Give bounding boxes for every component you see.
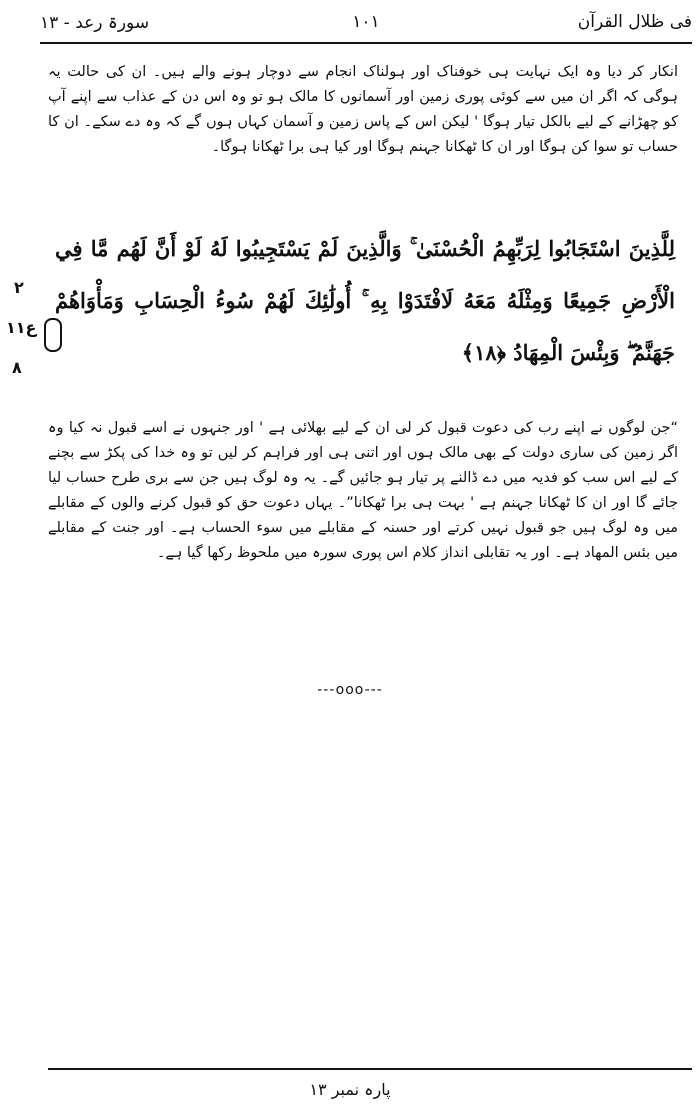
para-number: پارہ نمبر ۱۳ [309, 1080, 391, 1099]
quran-verse: لِلَّذِينَ اسْتَجَابُوا لِرَبِّهِمُ الْحُسْنَىٰ ۚ وَالَّذِينَ لَمْ يَسْتَجِيبُوا لَهُ لَوْ أَنَّ لَهُم مَّا فِي الْأَرْضِ جَمِيعًا وَمِثْلَهُ مَعَهُ لَافْتَدَوْا بِهِ ۚ أُولَٰئِكَ لَهُمْ سُوءُ الْحِسَابِ وَمَأْوَاهُمْ جَهَنَّمُ ۖ وَبِئْسَ الْمِهَادُ ﴿١٨﴾ [55, 236, 675, 365]
footer-divider [48, 1068, 692, 1070]
margin-verse-count: ۲ [14, 278, 24, 297]
book-title: فی ظلال القرآن [577, 12, 692, 32]
margin-ruku-verses: ۸ [12, 358, 22, 377]
ruku-marker-icon [44, 318, 62, 352]
page-header [40, 6, 692, 44]
surah-label: سورۃ رعد - ۱۳ [40, 13, 150, 33]
page-number: ۱۰۱ [352, 12, 380, 32]
margin-ruku-number: ۱۱ع [6, 318, 37, 337]
commentary-paragraph-2: “جن لوگوں نے اپنے رب کی دعوت قبول کر لی ان کے لیے بھلائی ہے ' اور جنہوں نے اسے قبول نہ کیا وہ اگر زمین کی ساری دولت کے بھی مالک ہوں اور اتنی ہی اور فراہم کر لیں تو وہ خدا کی پکڑ سے بچنے کے لیے اس سب کو فدیہ میں دے ڈالنے پر تیار ہو جائیں گے۔ یہ وہ لوگ ہیں جن سے بری طرح حساب لیا جائے گا اور ان کا ٹھکانا جہنم ہے ' بہت ہی برا ٹھکانا”۔ یہاں دعوت حق کو قبول کرنے والوں کے مقابلے میں وہ لوگ ہیں جو قبول نہیں کرتے اور حسنہ کے مقابلے میں سوء الحساب ہے۔ اور جنت کے مقابلے میں بئس المھاد ہے۔ اور یہ تقابلی انداز کلام اس پوری سورہ میں ملحوظ رکھا گیا ہے۔ [48, 420, 678, 561]
section-separator: ---ooo--- [317, 682, 383, 698]
commentary-paragraph-1: انکار کر دیا وہ ایک نہایت ہی خوفناک اور ہولناک انجام سے دوچار ہونے والے ہیں۔ ان کی حالت یہ ہوگی کہ اگر ان میں سے کوئی پوری زمین اور آسمانوں کا مالک ہو تو وہ اس دن کے عذاب سے اپنے آپ کو چھڑانے کے لیے بالکل تیار ہوگا ' لیکن اس کے پاس زمین و آسمان کہاں ہوں گے کہ وہ دے سکے۔ ان کا حساب تو سوا کن ہوگا اور ان کا ٹھکانا جہنم ہوگا اور کیا ہی برا ٹھکانا ہوگا۔ [48, 64, 678, 155]
